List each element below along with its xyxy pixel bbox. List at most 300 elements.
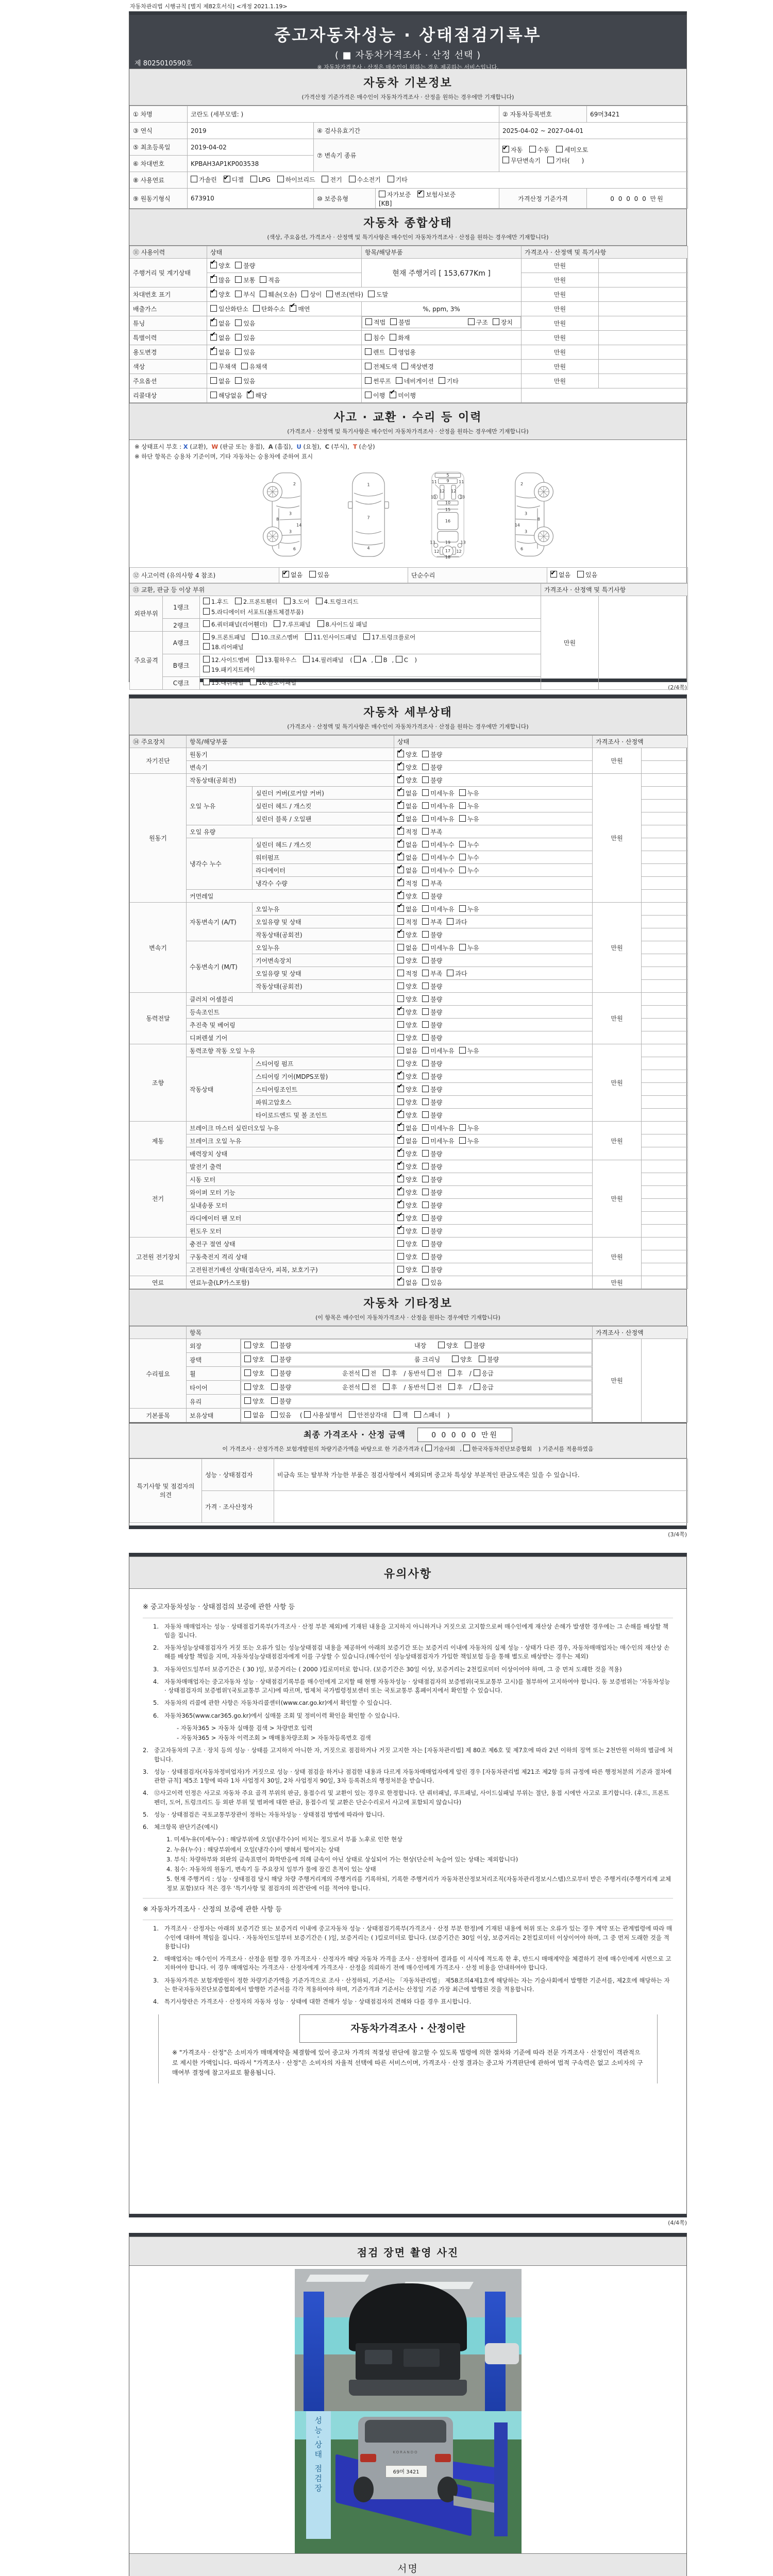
checkbox[interactable] <box>422 1111 429 1118</box>
text: (판금 또는 용접), <box>218 443 268 451</box>
checkbox[interactable] <box>397 1201 404 1208</box>
checkbox[interactable] <box>244 1397 251 1404</box>
checkbox[interactable] <box>422 995 429 1002</box>
option-label: 썬루프 <box>373 378 391 385</box>
checkbox-option <box>365 377 391 385</box>
notice-item <box>153 1665 673 1674</box>
checkbox[interactable] <box>397 1111 404 1118</box>
engine-part <box>365 2350 392 2364</box>
option-label: 10.크로스멤버 <box>260 633 299 641</box>
checkbox[interactable] <box>401 363 408 369</box>
inspection-period-label: ④ 검사유효기간 <box>314 123 499 139</box>
checkbox[interactable] <box>422 1034 429 1041</box>
checkbox[interactable] <box>397 854 404 860</box>
checkbox[interactable] <box>422 1189 429 1195</box>
checkbox[interactable] <box>362 1383 369 1390</box>
checkbox[interactable] <box>252 633 259 640</box>
checkbox[interactable] <box>422 982 429 989</box>
checkbox[interactable] <box>317 620 324 627</box>
checkbox[interactable] <box>397 1279 404 1285</box>
checkbox[interactable] <box>465 1342 472 1348</box>
checkbox[interactable] <box>304 1411 311 1418</box>
checkbox[interactable] <box>422 815 429 822</box>
checkbox[interactable] <box>397 789 404 796</box>
checkbox[interactable] <box>474 1369 480 1376</box>
checkbox[interactable] <box>422 1047 429 1054</box>
checkbox[interactable] <box>422 905 429 912</box>
spec-note-cell <box>642 928 688 941</box>
checkbox[interactable] <box>203 666 210 672</box>
diagram-part-number: 14 <box>296 522 301 528</box>
checkbox[interactable] <box>244 1342 251 1348</box>
checkbox[interactable] <box>365 348 372 355</box>
checkbox-option <box>235 290 255 299</box>
checkbox[interactable] <box>244 1355 251 1362</box>
checkbox[interactable] <box>414 1411 421 1418</box>
checkbox-option <box>244 1410 264 1420</box>
checkbox[interactable] <box>447 970 453 976</box>
checkbox[interactable] <box>397 1034 404 1041</box>
checkbox[interactable] <box>493 318 499 325</box>
checkbox[interactable] <box>550 571 557 578</box>
checkbox[interactable] <box>556 146 563 152</box>
checkbox[interactable] <box>210 319 217 326</box>
checkbox[interactable] <box>271 1369 278 1376</box>
checkbox[interactable] <box>422 1098 429 1105</box>
checkbox[interactable] <box>397 1150 404 1157</box>
other-item-content <box>241 1339 592 1352</box>
checkbox[interactable] <box>422 841 429 848</box>
diagram-part-number: 6 <box>520 547 523 552</box>
checkbox[interactable] <box>210 377 217 384</box>
checkbox[interactable] <box>459 789 466 796</box>
checkbox[interactable] <box>244 1383 251 1390</box>
checkbox[interactable] <box>235 377 242 384</box>
checkbox[interactable] <box>438 1342 445 1348</box>
checkbox[interactable] <box>397 944 404 951</box>
checkbox[interactable] <box>375 656 382 663</box>
content-segment <box>244 1396 296 1406</box>
checkbox[interactable] <box>502 146 509 152</box>
checkbox-option <box>438 1341 458 1351</box>
checkbox[interactable] <box>390 348 396 355</box>
checkbox[interactable] <box>210 348 217 355</box>
checkbox[interactable] <box>439 377 445 384</box>
checkbox-option <box>556 145 588 155</box>
checkbox[interactable] <box>203 656 210 663</box>
checkbox-option <box>397 892 417 901</box>
spec-note-cell <box>642 1096 688 1109</box>
checkbox[interactable] <box>397 1086 404 1092</box>
checkbox[interactable] <box>290 305 296 312</box>
option-label: 과다 <box>455 970 467 977</box>
checkbox[interactable] <box>271 1411 278 1418</box>
checkbox[interactable] <box>447 918 453 925</box>
checkbox[interactable] <box>354 656 361 663</box>
checkbox[interactable] <box>210 276 217 283</box>
checkbox-option <box>422 918 442 926</box>
checkbox[interactable] <box>362 1369 369 1376</box>
checkbox[interactable] <box>529 146 536 152</box>
checkbox[interactable] <box>422 1227 429 1234</box>
checkbox[interactable] <box>210 392 217 398</box>
spec-note-cell <box>642 916 688 928</box>
diagram-part-number: 17 <box>445 549 450 554</box>
checkbox[interactable] <box>459 841 466 848</box>
checkbox[interactable] <box>422 867 429 873</box>
option-label: 불량 <box>487 1355 499 1363</box>
checkbox[interactable] <box>305 633 312 640</box>
checkbox[interactable] <box>397 1189 404 1195</box>
checkbox[interactable] <box>316 598 323 604</box>
checkbox[interactable] <box>397 751 404 757</box>
checkbox[interactable] <box>396 656 402 663</box>
checkbox[interactable] <box>422 764 429 770</box>
checkbox[interactable] <box>235 348 242 355</box>
checkbox[interactable] <box>397 970 404 976</box>
checkbox-option <box>256 655 297 666</box>
spec-note-cell <box>599 331 688 345</box>
checkbox[interactable] <box>459 944 466 951</box>
option-label: 불량 <box>243 262 256 270</box>
checkbox[interactable] <box>397 828 404 835</box>
mileage-value: 현재 주행거리 [ 153,677Km ] <box>362 259 522 287</box>
usage-history-label: 특별이력 <box>130 331 207 345</box>
checkbox[interactable] <box>250 176 257 182</box>
option-label: 있음 <box>317 571 330 579</box>
checkbox-option <box>422 1201 442 1210</box>
checkbox[interactable] <box>247 392 254 398</box>
checkbox[interactable] <box>326 291 333 297</box>
price-cell: 만원 <box>522 345 599 360</box>
checkbox[interactable] <box>422 879 429 886</box>
checkbox[interactable] <box>203 608 210 615</box>
content-segment <box>414 1341 490 1351</box>
checkbox[interactable] <box>397 1073 404 1079</box>
checkbox[interactable] <box>422 1021 429 1028</box>
table-row <box>130 345 688 360</box>
checkbox[interactable] <box>210 305 217 312</box>
checkbox[interactable] <box>474 1383 480 1390</box>
checkbox[interactable] <box>459 815 466 822</box>
checkbox[interactable] <box>397 867 404 873</box>
checkbox[interactable] <box>459 802 466 809</box>
checkbox[interactable] <box>397 1124 404 1131</box>
checkbox[interactable] <box>235 319 242 326</box>
item-label: 동력조향 작동 오일 누유 <box>187 1044 394 1057</box>
checkbox[interactable] <box>397 802 404 809</box>
notice-item <box>143 1823 673 1832</box>
option-label: 양호 <box>219 291 231 299</box>
checkbox[interactable] <box>397 1047 404 1054</box>
checkbox[interactable] <box>256 656 263 663</box>
option-label: 전 <box>435 1369 442 1377</box>
state-options <box>394 1147 593 1160</box>
option-label: 11.인사이드패널 <box>313 633 357 641</box>
checkbox[interactable] <box>397 1227 404 1234</box>
form-regulation-note: 자동차관리법 시행규칙 [별지 제82호서식] <개정 2021.1.19> <box>130 3 288 10</box>
checkbox[interactable] <box>365 334 372 341</box>
checkbox[interactable] <box>422 751 429 757</box>
checkbox[interactable] <box>363 633 370 640</box>
checkbox[interactable] <box>397 1253 404 1260</box>
checkbox[interactable] <box>322 176 328 182</box>
option-label: 미세누수 <box>430 854 455 861</box>
checkbox[interactable] <box>397 764 404 770</box>
checkbox[interactable] <box>390 392 396 398</box>
option-line <box>244 1396 296 1406</box>
item-col: 항목 <box>187 1327 593 1339</box>
option-line <box>203 597 537 607</box>
item-label: 원동기 <box>187 748 394 761</box>
checkbox[interactable] <box>422 776 429 783</box>
checkbox[interactable] <box>397 1176 404 1182</box>
usage-history-label: 주요옵션 <box>130 374 207 388</box>
checkbox[interactable] <box>203 679 210 685</box>
checkbox[interactable] <box>422 802 429 809</box>
option-label: 없음 <box>219 378 231 385</box>
checkbox[interactable] <box>397 1266 404 1273</box>
checkbox[interactable] <box>365 377 372 384</box>
checkbox[interactable] <box>260 291 266 297</box>
checkbox[interactable] <box>397 879 404 886</box>
checkbox[interactable] <box>388 176 394 182</box>
checkbox[interactable] <box>235 598 242 604</box>
checkbox[interactable] <box>396 377 402 384</box>
checkbox[interactable] <box>397 1098 404 1105</box>
spec-note-cell <box>642 1186 688 1199</box>
checkbox[interactable] <box>448 1369 455 1376</box>
checkbox[interactable] <box>349 176 356 182</box>
checkbox[interactable] <box>271 1383 278 1390</box>
background-car <box>485 2343 519 2364</box>
checkbox[interactable] <box>379 191 385 197</box>
checkbox[interactable] <box>422 1124 429 1131</box>
checkbox[interactable] <box>309 571 316 578</box>
option-label: 기술사회 <box>433 1446 456 1452</box>
car-name-label: ① 차명 <box>130 106 188 123</box>
checkbox[interactable] <box>422 1214 429 1221</box>
checkbox[interactable] <box>422 1253 429 1260</box>
checkbox[interactable] <box>422 892 429 899</box>
checkbox[interactable] <box>422 1201 429 1208</box>
checkbox[interactable] <box>422 970 429 976</box>
checkbox[interactable] <box>459 905 466 912</box>
price-cell: 만원 <box>593 1122 642 1160</box>
checkbox[interactable] <box>397 1137 404 1144</box>
checkbox[interactable] <box>383 1383 390 1390</box>
checkbox[interactable] <box>224 176 230 182</box>
checkbox[interactable] <box>452 1355 459 1362</box>
text: / 동반석 <box>401 1383 428 1391</box>
checkbox[interactable] <box>422 1266 429 1273</box>
checkbox[interactable] <box>422 828 429 835</box>
checkbox[interactable] <box>244 1369 251 1376</box>
checkbox[interactable] <box>459 867 466 873</box>
checkbox[interactable] <box>479 1355 485 1362</box>
checkbox[interactable] <box>210 291 217 297</box>
checkbox[interactable] <box>422 1086 429 1092</box>
checkbox[interactable] <box>397 905 404 912</box>
checkbox[interactable] <box>284 598 291 604</box>
option-label: 한국자동차진단보증협회 <box>472 1446 532 1452</box>
checkbox[interactable] <box>459 1137 466 1144</box>
checkbox[interactable] <box>253 305 260 312</box>
checkbox[interactable] <box>397 982 404 989</box>
checkbox[interactable] <box>277 176 284 182</box>
checkbox[interactable] <box>210 363 217 369</box>
checkbox[interactable] <box>422 1060 429 1066</box>
checkbox[interactable] <box>250 679 257 685</box>
diagram-part-number: 19 <box>445 540 450 545</box>
checkbox-option <box>502 145 523 155</box>
checkbox[interactable] <box>547 157 554 163</box>
checkbox[interactable] <box>271 1355 278 1362</box>
price-cell: 만원 <box>522 302 599 316</box>
checkbox[interactable] <box>271 1397 278 1404</box>
checkbox-option <box>365 333 385 342</box>
checkbox[interactable] <box>397 957 404 963</box>
checkbox[interactable] <box>422 1137 429 1144</box>
state-options <box>394 1109 593 1122</box>
checkbox[interactable] <box>274 620 280 627</box>
checkbox[interactable] <box>422 918 429 925</box>
diagram-part-number: 13 <box>460 540 466 545</box>
checkbox[interactable] <box>422 1279 429 1285</box>
checkbox[interactable] <box>203 620 210 627</box>
option-line <box>203 665 537 675</box>
photos-title: 점검 장면 촬영 사진 <box>357 2246 459 2259</box>
checkbox[interactable] <box>459 1124 466 1131</box>
checkbox[interactable] <box>425 1445 432 1451</box>
inspector-opinion-text: 비금속 또는 탈부착 가능한 부품은 점검사항에서 제외되며 중고차 특성상 부분적인 판금도색은 있을 수 있습니다. <box>274 1459 688 1490</box>
item-label: 실린더 블록 / 오일팬 <box>253 812 394 825</box>
checkbox[interactable] <box>417 191 424 197</box>
fuel-type-label: ⑧ 사용연료 <box>130 172 188 189</box>
checkbox[interactable] <box>422 1163 429 1170</box>
checkbox[interactable] <box>303 656 310 663</box>
checkbox[interactable] <box>397 1240 404 1247</box>
notice-item-text: 매매업자는 매수인이 가격조사 · 산정을 원할 경우 가격조사 · 산정자가 해당 자동차 가격을 조사 · 산정하여 결과를 이 서식에 적도록 한 후, 반드시 매매계약을 체결하기 전에 매수인에게 서면으로 고지하여야 합니다. 이 경우 매매업자는 가격조사 · 산정자에게 가격조사 · 산정을 의뢰하기 전에 매수인에게 가격조사 · 산정 비용을 안내하여야 합니다. <box>164 1955 671 1972</box>
checkbox[interactable] <box>271 1342 278 1348</box>
checkbox[interactable] <box>210 334 217 341</box>
checkbox[interactable] <box>468 318 475 325</box>
checkbox[interactable] <box>397 1021 404 1028</box>
checkbox[interactable] <box>397 841 404 848</box>
checkbox[interactable] <box>301 291 308 297</box>
checkbox[interactable] <box>397 892 404 899</box>
option-label: 적정 <box>406 918 418 926</box>
option-label: 미세누유 <box>430 802 455 810</box>
checkbox[interactable] <box>235 291 242 297</box>
checkbox-option <box>244 1396 264 1406</box>
checkbox[interactable] <box>428 1369 434 1376</box>
option-label: 양호 <box>406 764 418 771</box>
checkbox[interactable] <box>203 633 210 640</box>
checkbox[interactable] <box>422 1150 429 1157</box>
checkbox[interactable] <box>448 1383 455 1390</box>
basic-info-header <box>129 69 686 106</box>
spec-note-cell <box>599 596 688 689</box>
item-label: 브레이크 오일 누유 <box>187 1134 394 1147</box>
checkbox[interactable] <box>422 957 429 963</box>
checkbox[interactable] <box>235 276 242 283</box>
checkbox-option <box>459 1137 479 1145</box>
checkbox[interactable] <box>244 1411 251 1418</box>
checkbox[interactable] <box>365 318 372 325</box>
checkbox[interactable] <box>428 1383 434 1390</box>
base-price-value: 0 0 0 0 0 만원 <box>587 189 688 209</box>
checkbox[interactable] <box>394 1411 400 1418</box>
checkbox[interactable] <box>422 1176 429 1182</box>
state-options <box>394 980 593 993</box>
checkbox-option <box>401 362 433 371</box>
checkbox[interactable] <box>463 1445 470 1451</box>
checkbox[interactable] <box>390 318 397 325</box>
other-item-content <box>241 1367 592 1380</box>
checkbox[interactable] <box>422 1073 429 1079</box>
checkbox-option <box>397 905 417 913</box>
diagram-part-number: 8 <box>537 517 540 522</box>
item-col: 항목/해당부품 <box>187 736 394 748</box>
checkbox[interactable] <box>235 334 242 341</box>
document-subtitle: ( ■ 자동차가격조사 · 산정 선택 ) <box>334 50 481 61</box>
checkbox-option <box>448 1382 463 1393</box>
checkbox[interactable] <box>383 1369 390 1376</box>
checkbox[interactable] <box>349 1411 356 1418</box>
checkbox[interactable] <box>397 1214 404 1221</box>
checkbox[interactable] <box>422 931 429 938</box>
checkbox[interactable] <box>241 363 248 369</box>
checkbox[interactable] <box>203 643 210 650</box>
checkbox[interactable] <box>397 1008 404 1015</box>
checkbox[interactable] <box>397 995 404 1002</box>
checkbox-option <box>422 1278 442 1287</box>
checkbox[interactable] <box>397 776 404 783</box>
checkbox[interactable] <box>577 571 584 578</box>
checkbox[interactable] <box>397 1060 404 1066</box>
checkbox-option <box>397 763 417 772</box>
checkbox[interactable] <box>365 392 372 398</box>
checkbox[interactable] <box>422 1008 429 1015</box>
checkbox[interactable] <box>235 262 242 268</box>
checkbox[interactable] <box>459 854 466 860</box>
checkbox[interactable] <box>365 363 372 369</box>
checkbox[interactable] <box>422 789 429 796</box>
checkbox[interactable] <box>282 571 289 578</box>
option-label: 8.사이드실 패널 <box>325 621 367 629</box>
checkbox[interactable] <box>203 598 210 604</box>
checkbox[interactable] <box>422 854 429 860</box>
table-row <box>130 374 688 388</box>
checkbox[interactable] <box>397 1163 404 1170</box>
checkbox[interactable] <box>191 176 197 182</box>
checkbox[interactable] <box>422 1240 429 1247</box>
checkbox[interactable] <box>397 815 404 822</box>
diagram-part-number: 1 <box>366 482 370 487</box>
checkbox[interactable] <box>422 944 429 951</box>
checkbox[interactable] <box>397 931 404 938</box>
checkbox[interactable] <box>390 334 396 341</box>
checkbox[interactable] <box>459 1047 466 1054</box>
option-line <box>502 156 684 166</box>
checkbox[interactable] <box>397 918 404 925</box>
checkbox[interactable] <box>210 262 217 268</box>
checkbox[interactable] <box>502 157 509 163</box>
checkbox-option <box>397 1265 417 1274</box>
checkbox[interactable] <box>368 291 375 297</box>
checkbox[interactable] <box>260 276 266 283</box>
